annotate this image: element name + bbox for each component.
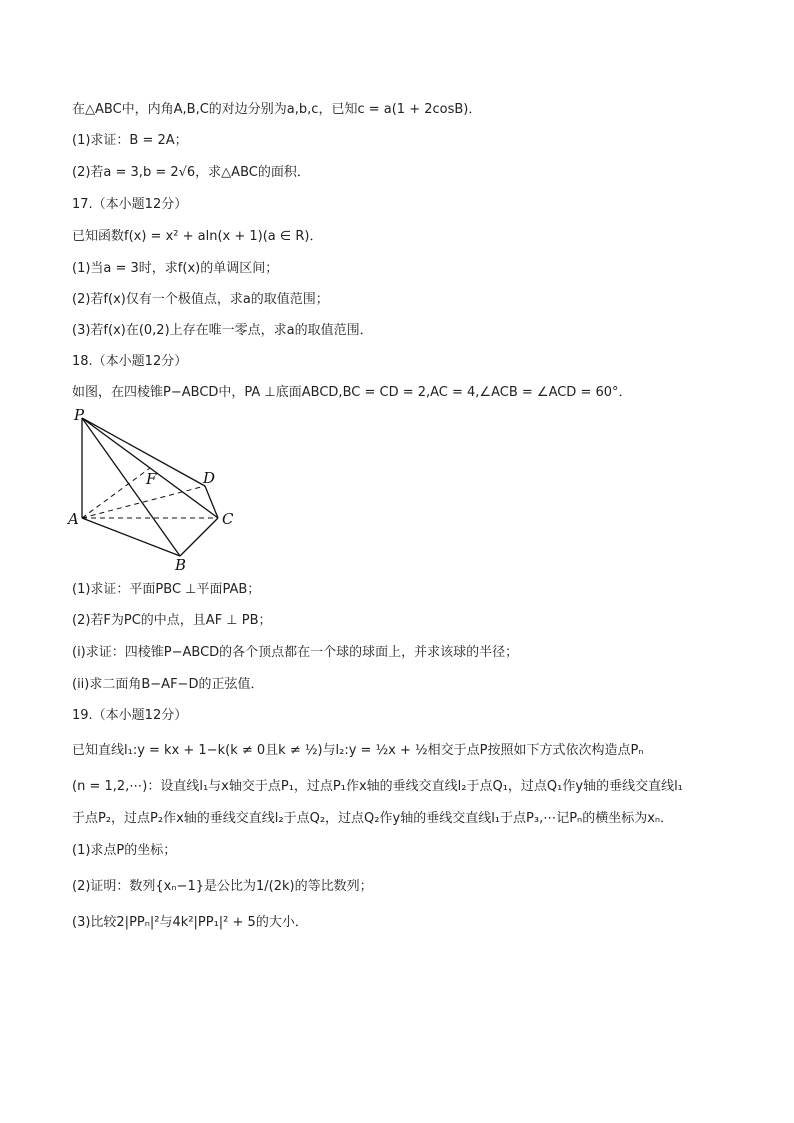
p16-part1: (1)求证：B = 2A； — [72, 133, 188, 148]
edge-AB — [82, 518, 180, 556]
label-P: P — [74, 406, 85, 424]
label-D: D — [203, 469, 216, 487]
edge-AF — [82, 468, 150, 518]
label-C: C — [222, 510, 234, 528]
p17-part2: (2)若f(x)仅有一个极值点，求a的取值范围； — [72, 292, 329, 307]
p18-statement: 如图，在四棱锥P−ABCD中，PA ⊥底面ABCD,BC = CD = 2,AC = 4,∠ACB = ∠ACD = 60°． — [72, 385, 632, 400]
p19-part1: (1)求点P的坐标； — [72, 843, 177, 858]
p18-part2: (2)若F为PC的中点，且AF ⊥ PB； — [72, 613, 272, 628]
edge-PD — [82, 418, 205, 486]
p19-part3: (3)比较2|PPₙ|²与4k²|PP₁|² + 5的大小． — [72, 915, 308, 930]
p19-statement-line2: (n = 1,2,⋯)：设直线l₁与x轴交于点P₁，过点P₁作x轴的垂线交直线l₂于点Q₁，过点Q₁作y轴的垂线交直线l₁ — [72, 779, 683, 794]
p16-part2: (2)若a = 3,b = 2√6，求△ABC的面积． — [72, 165, 310, 180]
edge-BC — [180, 518, 218, 556]
pyramid-figure — [64, 404, 254, 574]
p19-part2: (2)证明：数列{xₙ−1}是公比为1/(2k)的等比数列； — [72, 879, 373, 894]
p17-part3: (3)若f(x)在(0,2)上存在唯一零点，求a的取值范围． — [72, 323, 373, 338]
p19-statement-line3: 于点P₂，过点P₂作x轴的垂线交直线l₂于点Q₂，过点Q₂作y轴的垂线交直线l₁于点P₃,⋯记Pₙ的横坐标为xₙ． — [72, 811, 674, 826]
label-A: A — [68, 510, 79, 528]
edge-AD — [82, 486, 205, 518]
p18-part2-ii: (ii)求二面角B−AF−D的正弦值． — [72, 677, 264, 692]
p18-heading: 18.（本小题12分） — [72, 354, 188, 369]
p18-part2-i: (i)求证：四棱锥P−ABCD的各个顶点都在一个球的球面上，并求该球的半径； — [72, 645, 519, 660]
p16-statement: 在△ABC中，内角A,B,C的对边分别为a,b,c，已知c = a(1 + 2cosB)． — [72, 102, 482, 117]
p18-part1: (1)求证：平面PBC ⊥平面PAB； — [72, 582, 261, 597]
p17-heading: 17.（本小题12分） — [72, 197, 188, 212]
p19-statement-line1: 已知直线l₁:y = kx + 1−k(k ≠ 0且k ≠ ½)与l₂:y = ½x + ½相交于点P按照如下方式依次构造点Pₙ — [72, 743, 644, 758]
p17-statement: 已知函数f(x) = x² + aln(x + 1)(a ∈ R)． — [72, 229, 323, 244]
edge-PB — [82, 418, 180, 556]
p17-part1: (1)当a = 3时，求f(x)的单调区间； — [72, 261, 279, 276]
label-F: F — [146, 470, 157, 488]
p19-heading: 19.（本小题12分） — [72, 708, 188, 723]
label-B: B — [175, 556, 187, 574]
